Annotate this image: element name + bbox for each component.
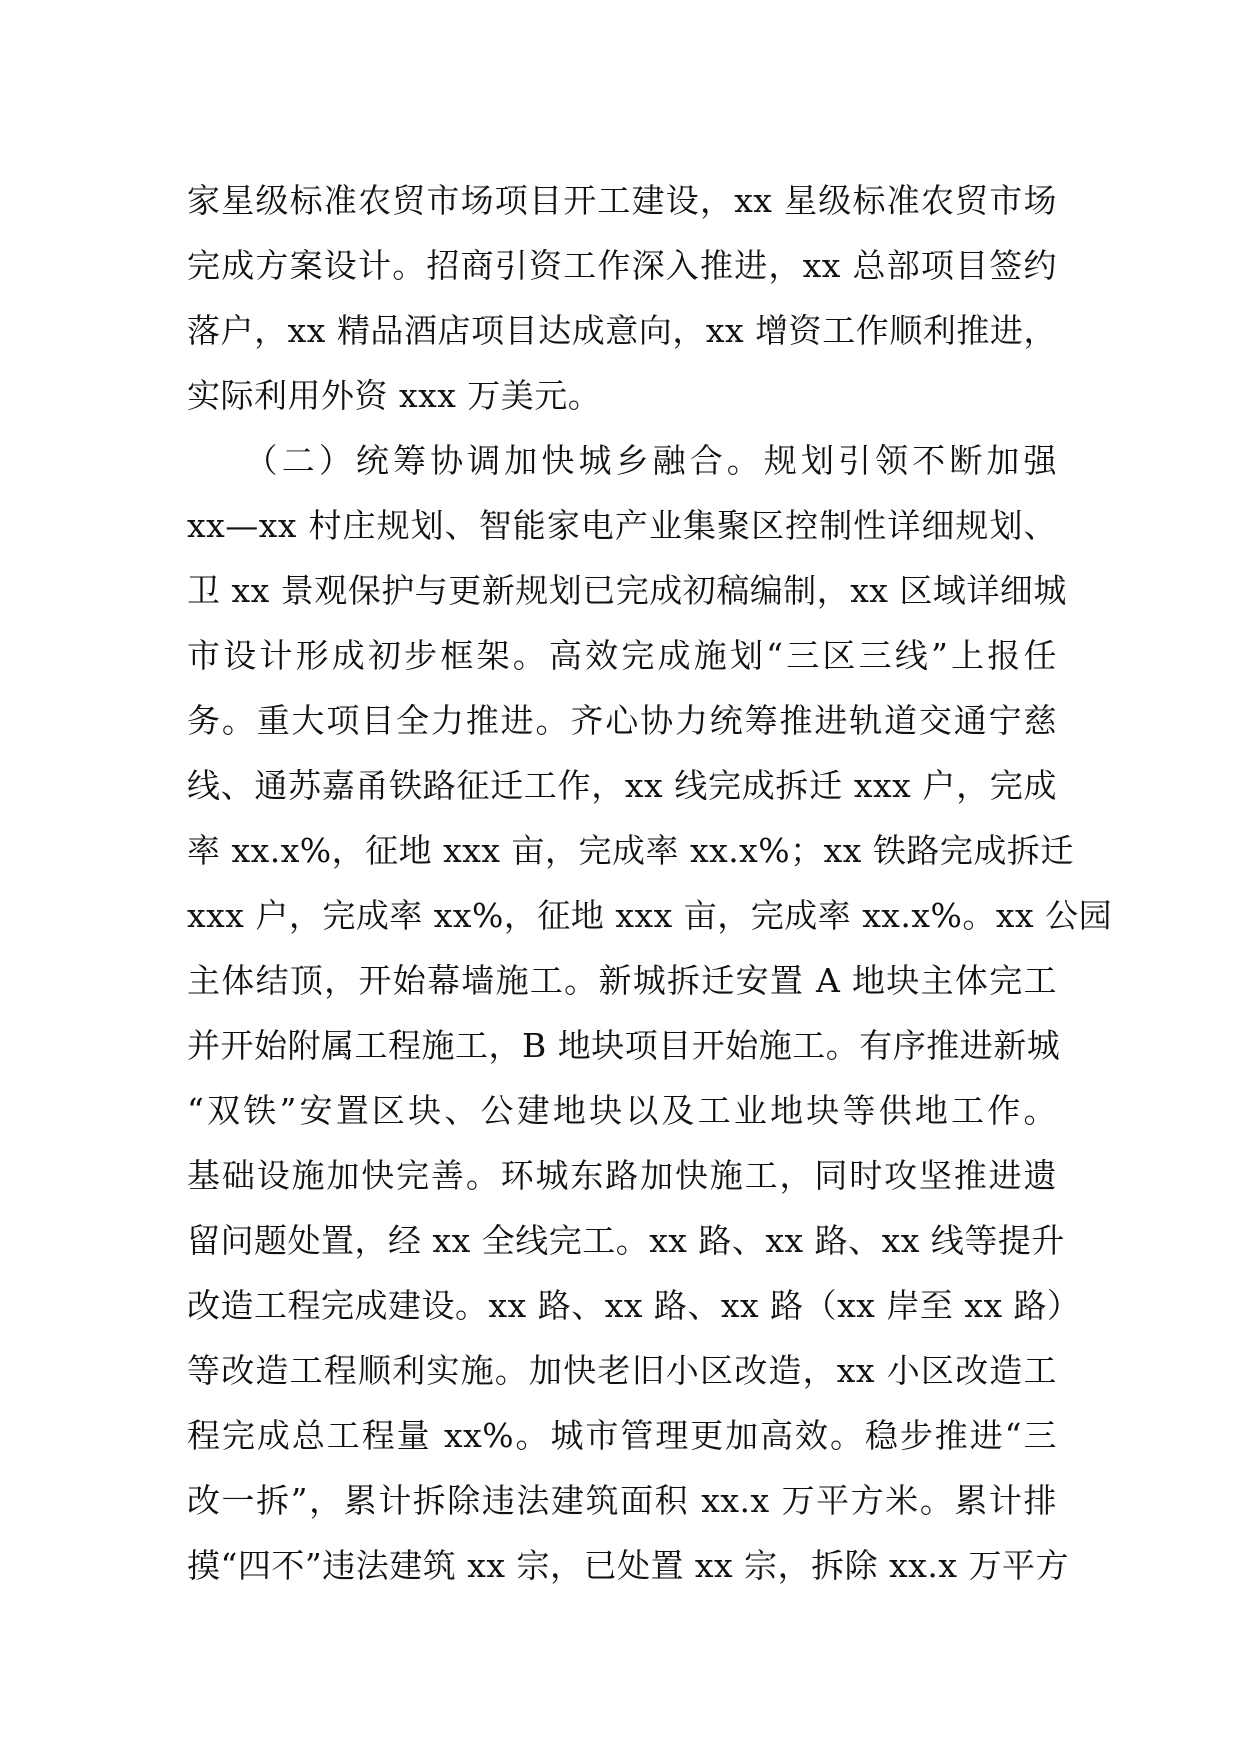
text-line: 留问题处置，经 xx 全线完工。xx 路、xx 路、xx 线等提升 bbox=[187, 1221, 1065, 1260]
text-line: 程完成总工程量 xx%。城市管理更加高效。稳步推进“三 bbox=[187, 1416, 1057, 1455]
text-line: 卫 xx 景观保护与更新规划已完成初稿编制，xx 区域详细城 bbox=[187, 571, 1067, 610]
text-line: 改造工程完成建设。xx 路、xx 路、xx 路（xx 岸至 xx 路） bbox=[187, 1286, 1081, 1325]
text-line: 务。重大项目全力推进。齐心协力统筹推进轨道交通宁慈 bbox=[187, 701, 1057, 740]
text-line: xx—xx 村庄规划、智能家电产业集聚区控制性详细规划、 bbox=[187, 506, 1057, 545]
text-line: 完成方案设计。招商引资工作深入推进，xx 总部项目签约 bbox=[187, 246, 1057, 285]
text-line: 改一拆”，累计拆除违法建筑面积 xx.x 万平方米。累计排 bbox=[187, 1481, 1057, 1520]
text-line: 主体结顶，开始幕墙施工。新城拆迁安置 A 地块主体完工 bbox=[187, 961, 1057, 1000]
text-line: 线、通苏嘉甬铁路征迁工作，xx 线完成拆迁 xxx 户，完成 bbox=[187, 766, 1057, 805]
text-line: 率 xx.x%，征地 xxx 亩，完成率 xx.x%；xx 铁路完成拆迁 bbox=[187, 831, 1074, 870]
section-heading-line: （二）统筹协调加快城乡融合。规划引领不断加强 bbox=[187, 441, 1057, 480]
text-line: xxx 户，完成率 xx%，征地 xxx 亩，完成率 xx.x%。xx 公园 bbox=[187, 896, 1113, 935]
text-line: 摸“四不”违法建筑 xx 宗，已处置 xx 宗，拆除 xx.x 万平方 bbox=[187, 1546, 1069, 1585]
text-line: 并开始附属工程施工，B 地块项目开始施工。有序推进新城 bbox=[187, 1026, 1061, 1065]
body-text bbox=[187, 168, 1113, 1598]
text-line: 实际利用外资 xxx 万美元。 bbox=[187, 376, 602, 415]
text-line: “双铁”安置区块、公建地块以及工业地块等供地工作。 bbox=[187, 1091, 1057, 1130]
text-line: 家星级标准农贸市场项目开工建设，xx 星级标准农贸市场 bbox=[187, 181, 1057, 220]
text-line: 市设计形成初步框架。高效完成施划“三区三线”上报任 bbox=[187, 636, 1057, 675]
text-line: 落户，xx 精品酒店项目达成意向，xx 增资工作顺利推进， bbox=[187, 311, 1057, 350]
text-line: 基础设施加快完善。环城东路加快施工，同时攻坚推进遗 bbox=[187, 1156, 1057, 1195]
text-line: 等改造工程顺利实施。加快老旧小区改造，xx 小区改造工 bbox=[187, 1351, 1057, 1390]
